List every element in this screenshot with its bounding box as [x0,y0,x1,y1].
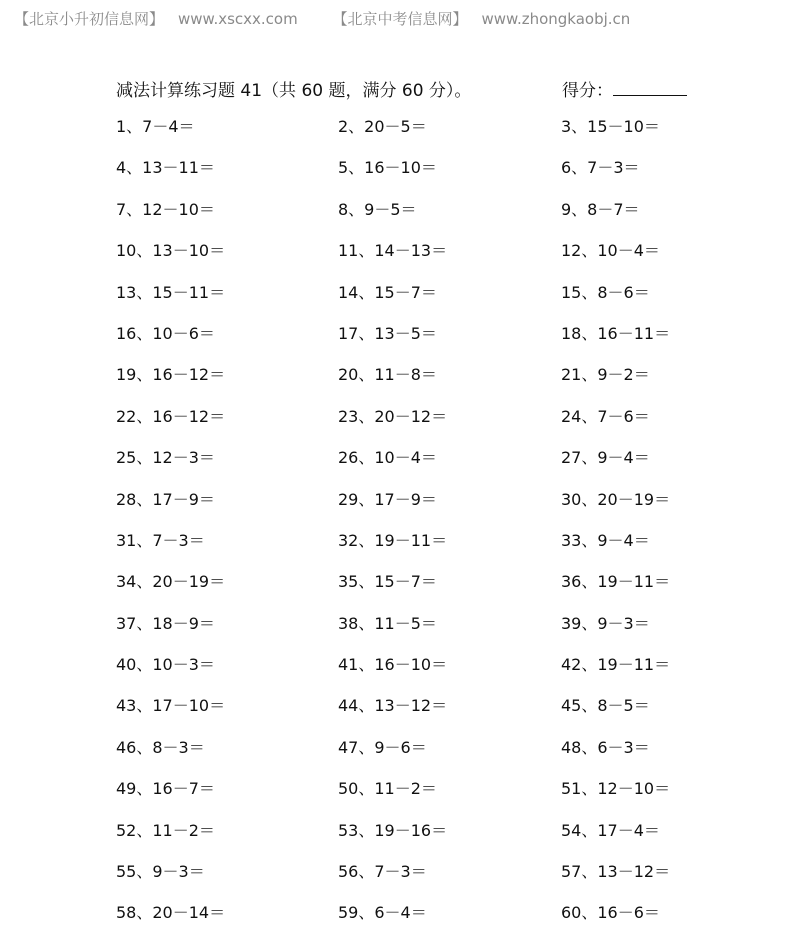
problem-row [116,241,756,282]
problem-row [116,407,756,448]
worksheet-title: 减法计算练习题 41（共 60 题，满分 60 分）。 [116,81,472,101]
problem-item: 55、9－3＝ [116,862,205,882]
problem-row [116,903,756,944]
problem-item: 52、11－2＝ [116,820,215,840]
problem-item: 60、16－6＝ [561,903,660,923]
problem-item: 19、16－12＝ [116,365,226,385]
problem-item: 14、15－7＝ [338,282,437,302]
worksheet-title-row [116,76,716,100]
problem-item: 18、16－11＝ [561,323,671,343]
problem-item: 43、17－10＝ [116,696,226,716]
problem-row [116,365,756,406]
problem-item: 24、7－6＝ [561,406,650,426]
problem-item: 54、17－4＝ [561,820,660,840]
problem-item: 23、20－12＝ [338,406,448,426]
problem-item: 51、12－10＝ [561,779,671,799]
problem-item: 11、14－13＝ [338,241,448,261]
problem-item: 39、9－3＝ [561,613,650,633]
problem-item: 1、7－4＝ [116,117,195,136]
problem-item: 31、7－3＝ [116,530,205,550]
problem-item: 29、17－9＝ [338,489,437,509]
problem-item: 46、8－3＝ [116,737,205,757]
problem-item: 41、16－10＝ [338,655,448,675]
problem-item: 12、10－4＝ [561,241,660,261]
problem-item: 22、16－12＝ [116,406,226,426]
site1-url[interactable]: www.xscxx.com [178,10,298,28]
problem-item: 57、13－12＝ [561,862,671,882]
site1-name: 【北京小升初信息网】 [14,10,165,28]
problem-item: 58、20－14＝ [116,903,226,923]
problem-item: 44、13－12＝ [338,696,448,716]
problem-item: 56、7－3＝ [338,862,427,882]
problem-row [116,283,756,324]
problem-item: 26、10－4＝ [338,448,437,468]
problem-row [116,862,756,903]
problem-row [116,572,756,613]
site2-url[interactable]: www.zhongkaobj.cn [481,10,631,28]
problem-item: 37、18－9＝ [116,613,215,633]
problem-row [116,779,756,820]
site2-name: 【北京中考信息网】 [332,10,468,28]
problem-row [116,655,756,696]
problem-row [116,531,756,572]
problem-item: 59、6－4＝ [338,903,427,923]
problem-row [116,117,756,158]
problem-item: 42、19－11＝ [561,655,671,675]
problem-item: 40、10－3＝ [116,655,215,675]
problem-row [116,738,756,779]
problem-item: 2、20－5＝ [338,117,427,136]
problem-item: 32、19－11＝ [338,530,448,550]
problem-item: 27、9－4＝ [561,448,650,468]
problem-row [116,448,756,489]
problem-item: 33、9－4＝ [561,530,650,550]
page-header [14,8,644,29]
problem-item: 9、8－7＝ [561,199,640,219]
problem-item: 6、7－3＝ [561,158,640,178]
problem-item: 20、11－8＝ [338,365,437,385]
problem-item: 8、9－5＝ [338,199,417,219]
problem-item: 30、20－19＝ [561,489,671,509]
problem-item: 28、17－9＝ [116,489,215,509]
score-blank [613,78,687,96]
problem-row [116,614,756,655]
problem-item: 53、19－16＝ [338,820,448,840]
problem-item: 17、13－5＝ [338,323,437,343]
problem-item: 15、8－6＝ [561,282,650,302]
problem-item: 4、13－11＝ [116,158,215,178]
problem-item: 49、16－7＝ [116,779,215,799]
problem-item: 25、12－3＝ [116,448,215,468]
problem-row [116,324,756,365]
score-label: 得分： [562,81,613,101]
problem-item: 34、20－19＝ [116,572,226,592]
problem-grid [116,117,756,945]
problem-row [116,490,756,531]
problem-row [116,200,756,241]
problem-item: 47、9－6＝ [338,737,427,757]
problem-item: 50、11－2＝ [338,779,437,799]
problem-row [116,696,756,737]
score-field [562,76,687,101]
problem-item: 13、15－11＝ [116,282,226,302]
problem-item: 7、12－10＝ [116,199,215,219]
problem-item: 36、19－11＝ [561,572,671,592]
problem-item: 16、10－6＝ [116,323,215,343]
problem-item: 3、15－10＝ [561,117,660,136]
problem-item: 5、16－10＝ [338,158,437,178]
problem-item: 35、15－7＝ [338,572,437,592]
problem-row [116,158,756,199]
problem-item: 48、6－3＝ [561,737,650,757]
problem-item: 10、13－10＝ [116,241,226,261]
problem-item: 21、9－2＝ [561,365,650,385]
problem-row [116,821,756,862]
problem-item: 38、11－5＝ [338,613,437,633]
problem-item: 45、8－5＝ [561,696,650,716]
